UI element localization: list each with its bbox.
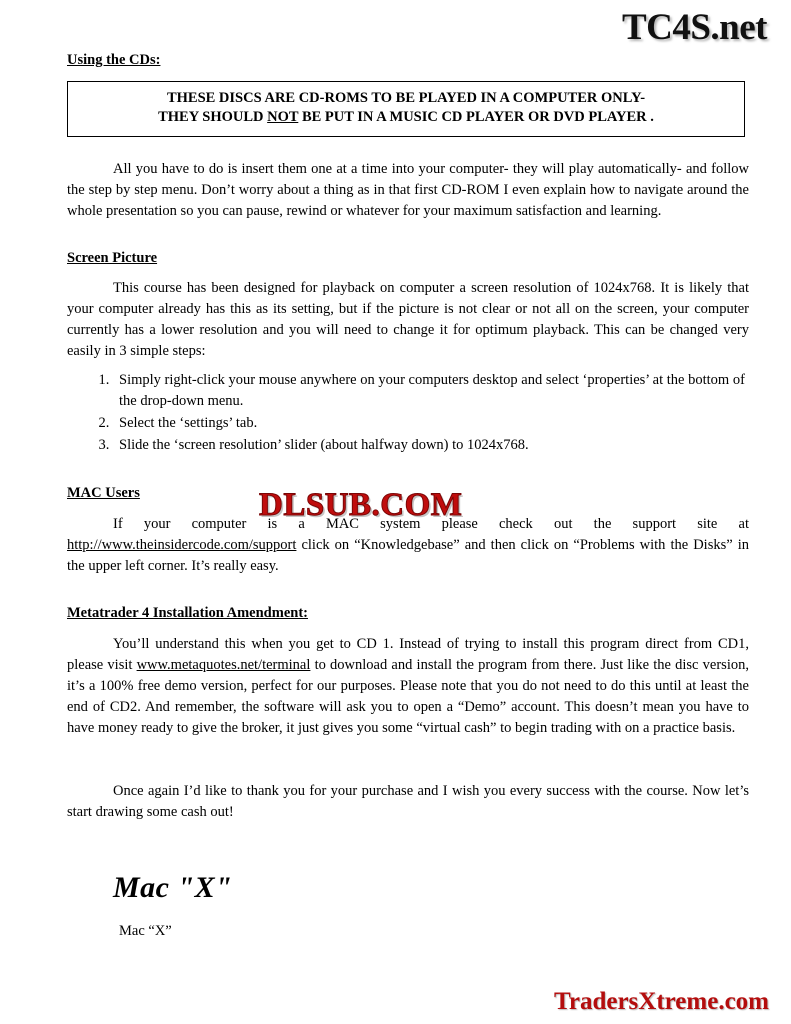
brand-top-right: TC4S.net bbox=[621, 7, 767, 48]
notice-box bbox=[67, 81, 745, 137]
mac-support-link[interactable]: http://www.theinsidercode.com/support bbox=[67, 537, 297, 554]
notice-line-2 bbox=[74, 108, 738, 128]
metaquotes-terminal-link[interactable]: www.metaquotes.net/terminal bbox=[136, 656, 311, 673]
watermark-dlsub: DLSUB.COM bbox=[259, 487, 463, 523]
metatrader-paragraph-post: to download and install the program from there. Just like the disc version, it’s a 100% free demo version, perfect for our purposes. Please note that you do not need to do this until at least the end of CD2. And remember, the software will ask you to open a “Demo” account. This doesn’t mean you have to have money ready to give the broker, it just gives you some “virtual cash” to begin trading with on a practice basis. bbox=[67, 656, 749, 736]
notice-line-2-pre: THEY SHOULD bbox=[158, 109, 268, 126]
signature-name: Mac “X” bbox=[119, 923, 172, 940]
heading-metatrader-installation: Metatrader 4 Installation Amendment: bbox=[67, 605, 308, 622]
signature-block bbox=[113, 867, 749, 942]
signature-script: Mac "X" bbox=[113, 870, 233, 904]
brand-bottom-right: TradersXtreme.com bbox=[554, 988, 769, 1015]
notice-line-2-post: BE PUT IN A MUSIC CD PLAYER OR DVD PLAYER . bbox=[298, 109, 654, 126]
mac-paragraph-post: click on “Knowledgebase” and then click on “Problems with the Disks” in the upper left corner. It’s really easy. bbox=[67, 537, 749, 575]
notice-line-2-emphasis: NOT bbox=[267, 109, 299, 126]
heading-mac-users: MAC Users bbox=[67, 485, 140, 502]
intro-paragraph: All you have to do is insert them one at a time into your computer- they will play automatically- and follow the step by step menu. Don’t worry about a thing as in that first CD-ROM I even explain how to navigate around the whole presentation so you can pause, rewind or whatever for your maximum satisfaction and learning. bbox=[67, 160, 749, 219]
list-item: 2. Select the ‘settings’ tab. bbox=[113, 413, 749, 434]
heading-using-the-cds: Using the CDs: bbox=[67, 52, 161, 68]
mac-paragraph-pre: If your computer is a MAC system please check out the support site at bbox=[113, 516, 749, 533]
notice-line-1: THESE DISCS ARE CD-ROMS TO BE PLAYED IN A COMPUTER ONLY- bbox=[166, 89, 646, 106]
list-item: 3. Slide the ‘screen resolution’ slider (about halfway down) to 1024x768. bbox=[113, 435, 749, 456]
heading-screen-picture: Screen Picture bbox=[67, 249, 158, 266]
list-item: 1. Simply right-click your mouse anywhere on your computers desktop and select ‘properties’ at the bottom of the drop-down menu. bbox=[113, 370, 749, 412]
metatrader-paragraph-pre: You’ll understand this when you get to CD 1. Instead of trying to install this program direct from CD1, please visit bbox=[67, 635, 749, 673]
resolution-steps-list bbox=[67, 370, 749, 456]
closing-paragraph: Once again I’d like to thank you for your purchase and I wish you every success with the course. Now let’s start drawing some cash out! bbox=[67, 782, 749, 820]
metatrader-paragraph bbox=[67, 634, 749, 739]
screen-picture-paragraph: This course has been designed for playback on computer a screen resolution of 1024x768. It is likely that your computer already has this as its setting, but if the picture is not clear or not all on the screen, your computer currently has a lower resolution and you will need to change it for optimum playback. This can be changed very easily in 3 simple steps: bbox=[67, 280, 749, 360]
